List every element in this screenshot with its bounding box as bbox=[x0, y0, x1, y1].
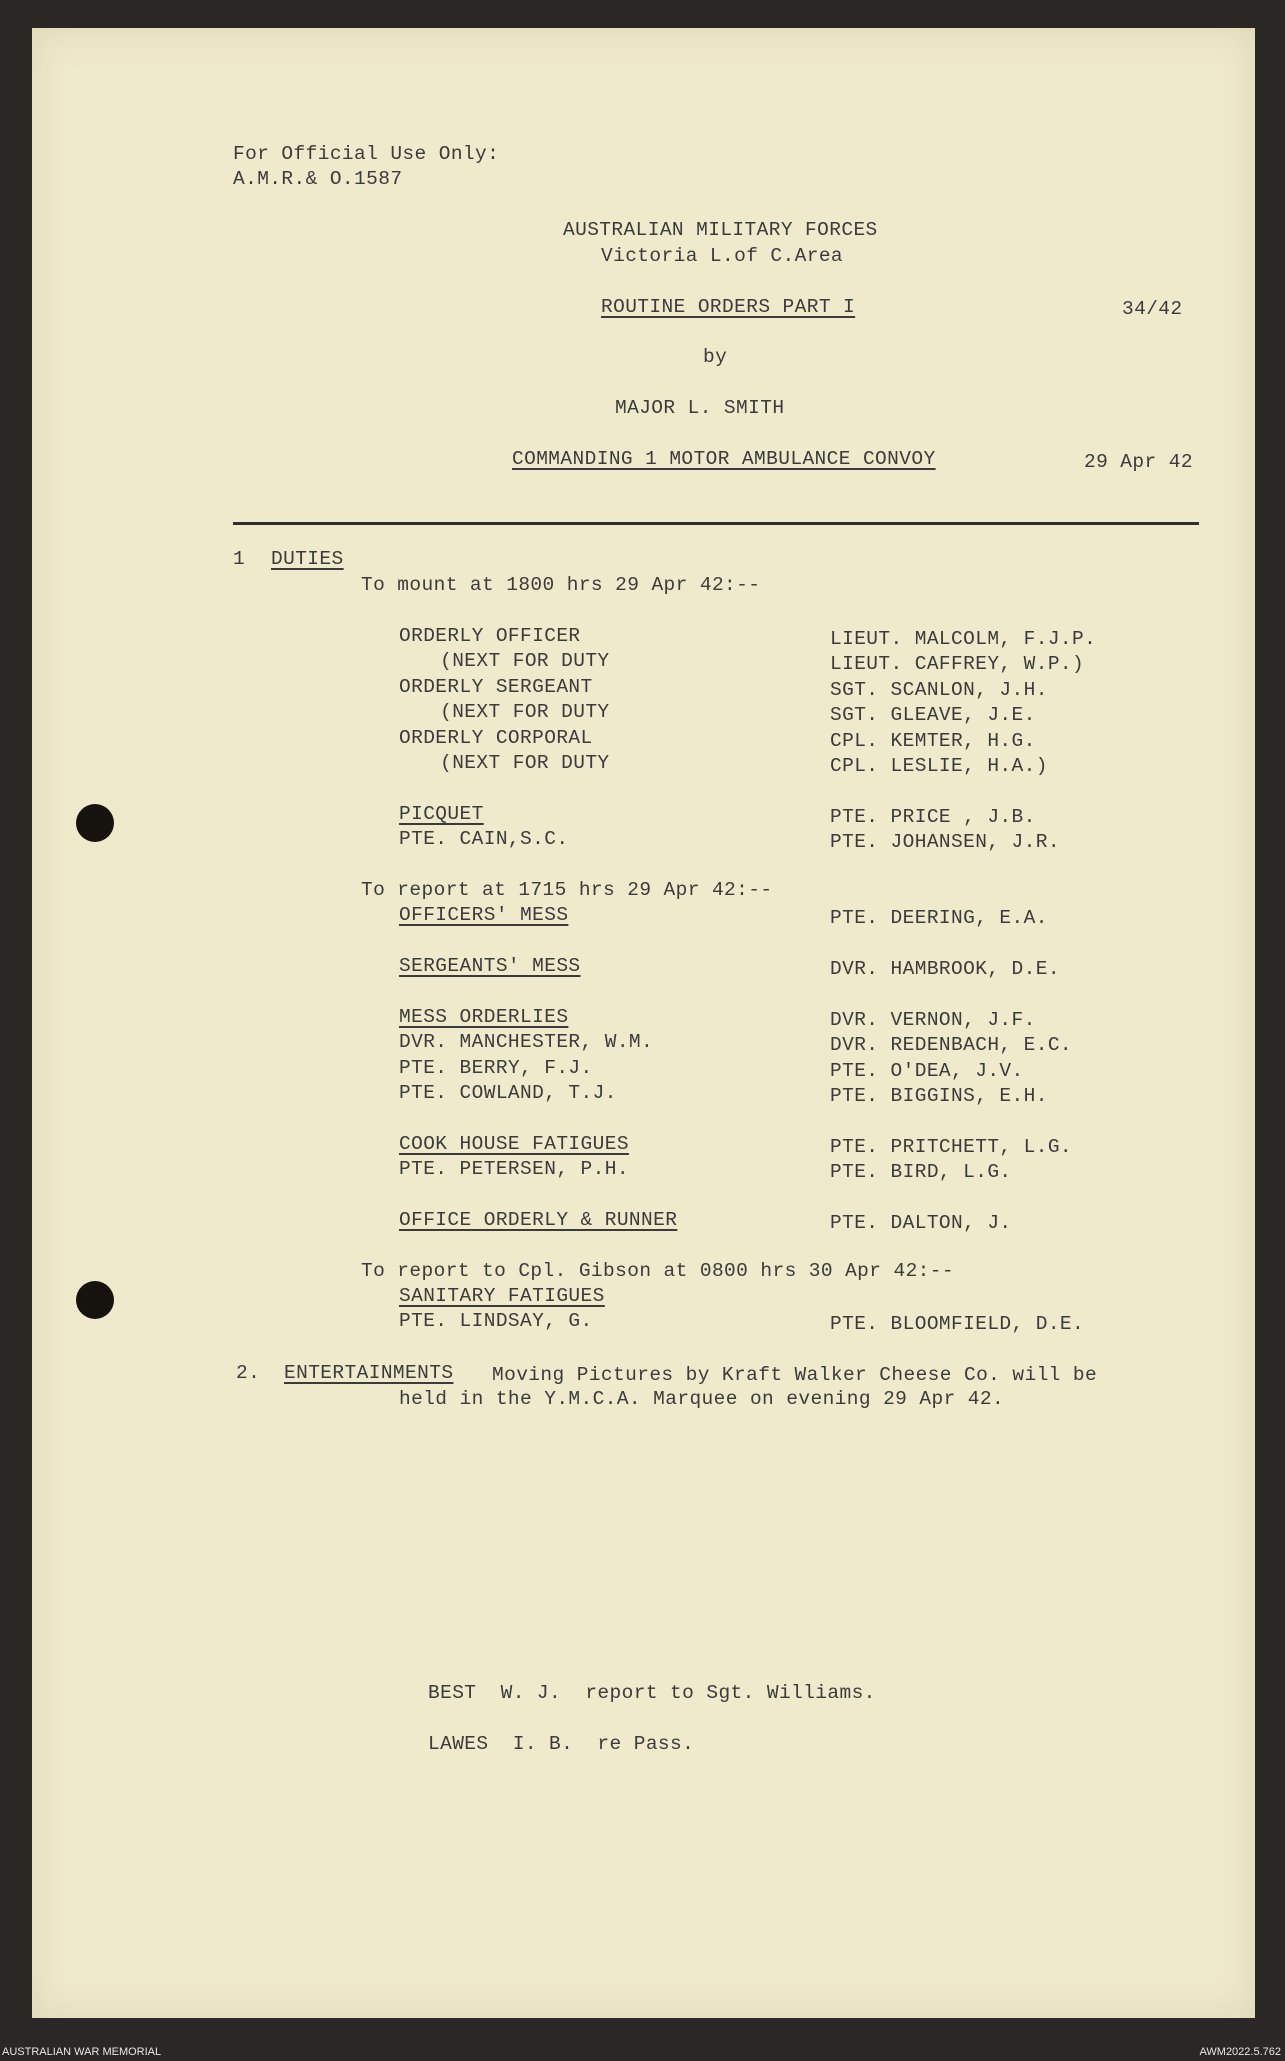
mess-orderly-name: DVR. VERNON, J.F. bbox=[830, 1009, 1036, 1031]
section-number-entertainments: 2. bbox=[236, 1362, 261, 1384]
mess-orderly-name: PTE. BIGGINS, E.H. bbox=[830, 1085, 1048, 1107]
mess-orderly-name: DVR. REDENBACH, E.C. bbox=[830, 1034, 1073, 1056]
document-page bbox=[32, 28, 1255, 2018]
duty-name: SGT. GLEAVE, J.E. bbox=[830, 704, 1036, 726]
gibson-report-line: To report to Cpl. Gibson at 0800 hrs 30 Apr 42:-- bbox=[361, 1260, 954, 1282]
sanitary-name: PTE. LINDSAY, G. bbox=[399, 1310, 593, 1332]
section-number-duties: 1 bbox=[233, 548, 246, 570]
duty-role: (NEXT FOR DUTY bbox=[428, 752, 610, 774]
order-number: 34/42 bbox=[1122, 298, 1183, 320]
order-date: 29 Apr 42 bbox=[1084, 451, 1193, 473]
footer-catalogue-number: AWM2022.5.762 bbox=[1199, 2046, 1281, 2058]
sanitary-heading: SANITARY FATIGUES bbox=[399, 1285, 605, 1307]
note-line: LAWES I. B. re Pass. bbox=[428, 1733, 695, 1755]
picquet-heading: PICQUET bbox=[399, 803, 484, 825]
officers-mess-heading: OFFICERS' MESS bbox=[399, 904, 569, 926]
note-line: BEST W. J. report to Sgt. Williams. bbox=[428, 1682, 876, 1704]
mess-orderly-name: PTE. BERRY, F.J. bbox=[399, 1057, 593, 1079]
cook-house-name: PTE. BIRD, L.G. bbox=[830, 1161, 1012, 1183]
report-line: To report at 1715 hrs 29 Apr 42:-- bbox=[361, 879, 773, 901]
official-use-label: For Official Use Only: bbox=[233, 143, 500, 165]
sergeants-mess-heading: SERGEANTS' MESS bbox=[399, 955, 581, 977]
duty-role: ORDERLY OFFICER bbox=[399, 625, 581, 647]
duty-role: ORDERLY SERGEANT bbox=[399, 676, 593, 698]
duty-role: (NEXT FOR DUTY bbox=[428, 701, 610, 723]
duty-name: LIEUT. CAFFREY, W.P.) bbox=[830, 653, 1085, 675]
duty-name: CPL. LESLIE, H.A.) bbox=[830, 755, 1048, 777]
entertainments-text: Moving Pictures by Kraft Walker Cheese Co. will be bbox=[492, 1364, 1098, 1386]
office-orderly-heading: OFFICE ORDERLY & RUNNER bbox=[399, 1209, 678, 1231]
entertainments-text: held in the Y.M.C.A. Marquee on evening 29 Apr 42. bbox=[399, 1388, 1005, 1410]
mess-orderly-name: PTE. O'DEA, J.V. bbox=[830, 1060, 1024, 1082]
picquet-name: PTE. CAIN,S.C. bbox=[399, 828, 569, 850]
mess-orderly-name: PTE. COWLAND, T.J. bbox=[399, 1082, 617, 1104]
picquet-name: PTE. JOHANSEN, J.R. bbox=[830, 831, 1060, 853]
entertainments-heading: ENTERTAINMENTS bbox=[284, 1362, 454, 1384]
reference-number: A.M.R.& O.1587 bbox=[233, 168, 403, 190]
cook-house-name: PTE. PETERSEN, P.H. bbox=[399, 1158, 629, 1180]
orders-title: ROUTINE ORDERS PART I bbox=[601, 296, 856, 318]
duty-name: CPL. KEMTER, H.G. bbox=[830, 730, 1036, 752]
punch-hole-top bbox=[76, 804, 114, 842]
duty-role: ORDERLY CORPORAL bbox=[399, 727, 593, 749]
area-name: Victoria L.of C.Area bbox=[601, 245, 844, 267]
picquet-name: PTE. PRICE , J.B. bbox=[830, 806, 1036, 828]
organisation-name: AUSTRALIAN MILITARY FORCES bbox=[563, 219, 878, 241]
officers-mess-name: PTE. DEERING, E.A. bbox=[830, 907, 1048, 929]
office-orderly-name: PTE. DALTON, J. bbox=[830, 1212, 1012, 1234]
cook-house-name: PTE. PRITCHETT, L.G. bbox=[830, 1136, 1073, 1158]
header-divider bbox=[233, 522, 1199, 525]
command-title: COMMANDING 1 MOTOR AMBULANCE CONVOY bbox=[512, 448, 936, 470]
cook-house-heading: COOK HOUSE FATIGUES bbox=[399, 1133, 629, 1155]
duty-name: SGT. SCANLON, J.H. bbox=[830, 679, 1048, 701]
punch-hole-bottom bbox=[76, 1281, 114, 1319]
commander-name: MAJOR L. SMITH bbox=[615, 397, 785, 419]
sanitary-name: PTE. BLOOMFIELD, D.E. bbox=[830, 1313, 1085, 1335]
duties-heading: DUTIES bbox=[271, 548, 344, 570]
footer-credit: AUSTRALIAN WAR MEMORIAL bbox=[2, 2046, 162, 2058]
duty-role: (NEXT FOR DUTY bbox=[428, 650, 610, 672]
mess-orderly-name: DVR. MANCHESTER, W.M. bbox=[399, 1031, 654, 1053]
duty-name: LIEUT. MALCOLM, F.J.P. bbox=[830, 628, 1097, 650]
sergeants-mess-name: DVR. HAMBROOK, D.E. bbox=[830, 958, 1060, 980]
mount-line: To mount at 1800 hrs 29 Apr 42:-- bbox=[361, 574, 761, 596]
by-label: by bbox=[703, 346, 728, 368]
mess-orderlies-heading: MESS ORDERLIES bbox=[399, 1006, 569, 1028]
